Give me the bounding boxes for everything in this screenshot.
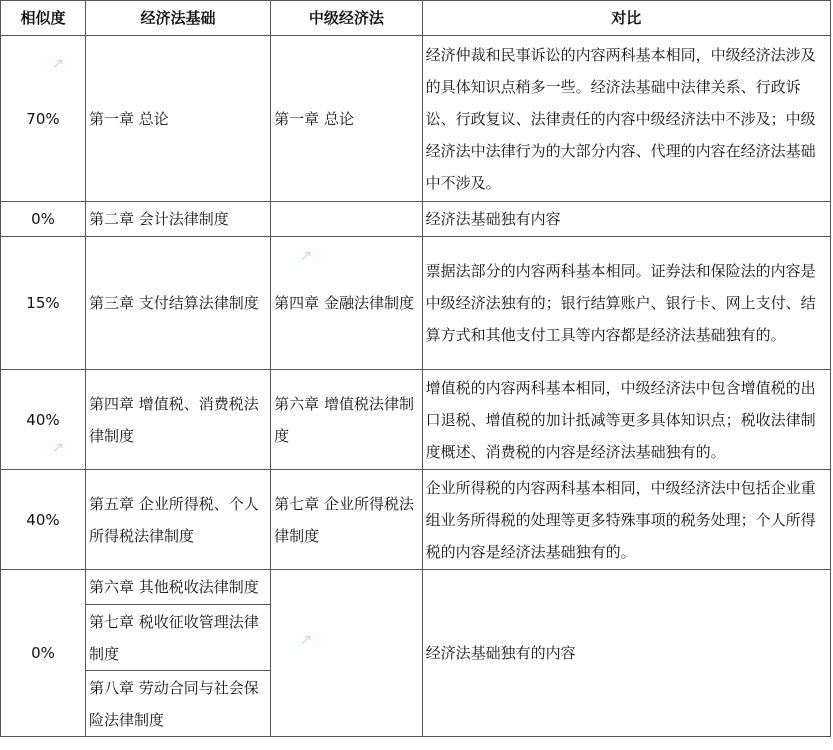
header-intermediate: 中级经济法 — [271, 1, 422, 36]
header-row — [1, 1, 831, 36]
watermark-mark: ↗ — [300, 248, 312, 264]
watermark-mark: ↗ — [52, 56, 64, 72]
similarity-cell: 15% — [1, 237, 86, 370]
similarity-cell: 0% — [1, 570, 86, 737]
header-compare: 对比 — [422, 1, 830, 36]
table-row — [1, 470, 831, 570]
comparison-cell: 经济仲裁和民事诉讼的内容两科基本相同，中级经济法涉及的具体知识点稍多一些。经济法基础中法律关系、行政诉讼、行政复议、法律责任的内容中级经济法中不涉及；中级经济法中法律行为的大部分内容、代理的内容在经济法基础中不涉及。 — [422, 36, 830, 202]
intermediate-chapter-cell — [271, 202, 422, 237]
basic-chapter-cell: 第六章 其他税收法律制度 — [85, 570, 270, 605]
intermediate-chapter-cell: 第六章 增值税法律制度 — [271, 370, 422, 470]
similarity-cell: 70% — [1, 36, 86, 202]
header-similarity: 相似度 — [1, 1, 86, 36]
intermediate-chapter-cell: 第一章 总论 — [271, 36, 422, 202]
comparison-cell: 经济法基础独有的内容 — [422, 570, 830, 737]
intermediate-chapter-cell: 第七章 企业所得税法律制度 — [271, 470, 422, 570]
basic-chapter-cell: 第五章 企业所得税、个人所得税法律制度 — [85, 470, 270, 570]
basic-chapter-cell: 第三章 支付结算法律制度 — [85, 237, 270, 370]
watermark-mark: ↗ — [52, 440, 64, 456]
similarity-cell: 40% — [1, 370, 86, 470]
comparison-cell: 经济法基础独有内容 — [422, 202, 830, 237]
similarity-cell: 40% — [1, 470, 86, 570]
comparison-cell: 票据法部分的内容两科基本相同。证券法和保险法的内容是中级经济法独有的；银行结算账户、银行卡、网上支付、结算方式和其他支付工具等内容都是经济法基础独有的。 — [422, 237, 830, 370]
intermediate-chapter-cell — [271, 570, 422, 737]
basic-chapter-cell: 第七章 税收征收管理法律制度 — [85, 605, 270, 671]
table-row — [1, 237, 831, 370]
basic-chapter-cell: 第二章 会计法律制度 — [85, 202, 270, 237]
basic-chapter-cell: 第四章 增值税、消费税法律制度 — [85, 370, 270, 470]
table-row — [1, 202, 831, 237]
table-row — [1, 36, 831, 202]
comparison-cell: 企业所得税的内容两科基本相同，中级经济法中包括企业重组业务所得税的处理等更多特殊事项的税务处理；个人所得税的内容是经济法基础独有的。 — [422, 470, 830, 570]
similarity-cell: 0% — [1, 202, 86, 237]
header-basic: 经济法基础 — [85, 1, 270, 36]
comparison-cell: 增值税的内容两科基本相同，中级经济法中包含增值税的出口退税、增值税的加计抵减等更多具体知识点；税收法律制度概述、消费税的内容是经济法基础独有的。 — [422, 370, 830, 470]
table-row — [1, 370, 831, 470]
intermediate-chapter-cell: 第四章 金融法律制度 — [271, 237, 422, 370]
watermark-mark: ↗ — [300, 632, 312, 648]
table-row — [1, 570, 831, 605]
basic-chapter-cell: 第一章 总论 — [85, 36, 270, 202]
basic-chapter-cell: 第八章 劳动合同与社会保险法律制度 — [85, 671, 270, 737]
